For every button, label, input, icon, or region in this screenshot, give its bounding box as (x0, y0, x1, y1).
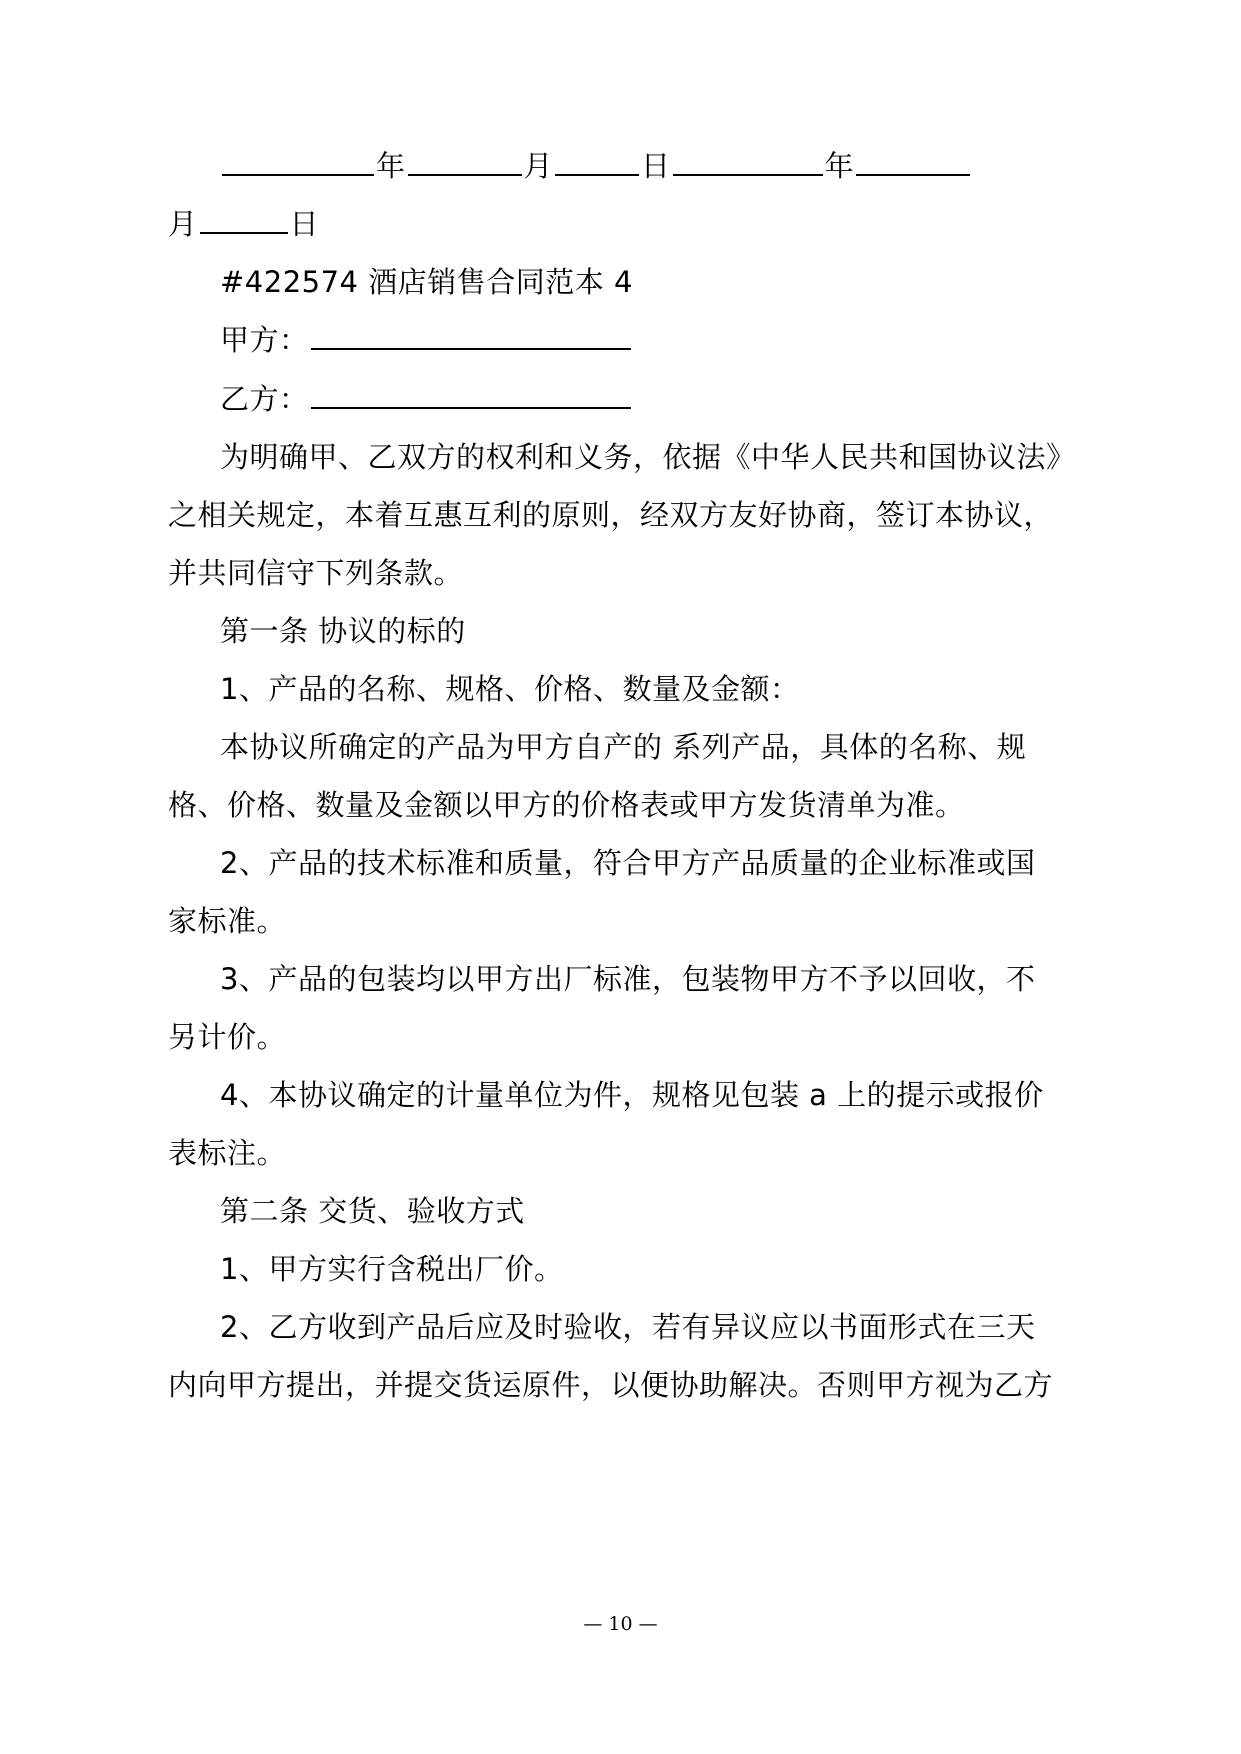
intro-line-1: 为明确甲、乙双方的权利和义务，依据《中华人民共和国协议法》 (220, 440, 1076, 474)
article-1-item-2-line-1: 2、产品的技术标准和质量，符合甲方产品质量的企业标准或国 (220, 846, 1036, 880)
intro-line-2: 之相关规定，本着互惠互利的原则，经双方友好协商，签订本协议， (168, 498, 1054, 532)
document-title: #422574 酒店销售合同范本 4 (220, 265, 633, 299)
day-label: 日 (641, 149, 671, 183)
article-2-item-2-line-2: 内向甲方提出，并提交货运原件，以便协助解决。否则甲方视为乙方 (168, 1368, 1054, 1402)
article-1-item-1-body-1: 本协议所确定的产品为甲方自产的 系列产品，具体的名称、规 (220, 730, 1027, 764)
party-b-blank (311, 379, 631, 409)
article-1-item-3-line-1: 3、产品的包装均以甲方出厂标准，包装物甲方不予以回收，不 (220, 962, 1036, 996)
intro-line-3: 并共同信守下列条款。 (168, 556, 464, 590)
year-label: 年 (824, 149, 855, 183)
article-2-title: 第二条 交货、验收方式 (220, 1194, 525, 1228)
blank-underline (673, 146, 823, 176)
blank-underline (555, 146, 639, 176)
day-label: 日 (289, 207, 320, 241)
party-b-line (220, 379, 633, 419)
article-2-item-1: 1、甲方实行含税出厂价。 (220, 1252, 564, 1286)
blank-underline (856, 146, 970, 176)
article-1-item-2-line-2: 家标准。 (168, 904, 287, 938)
party-b-label: 乙方： (220, 382, 309, 416)
party-a-blank (311, 320, 631, 350)
article-1-item-4-line-1: 4、本协议确定的计量单位为件，规格见包装 a 上的提示或报价 (220, 1078, 1044, 1112)
article-1-title: 第一条 协议的标的 (220, 614, 466, 648)
article-1-item-4-line-2: 表标注。 (168, 1136, 287, 1170)
article-1-item-1-body-2: 格、价格、数量及金额以甲方的价格表或甲方发货清单为准。 (168, 788, 965, 822)
blank-underline (200, 204, 288, 234)
date-line-2 (168, 204, 319, 244)
article-1-item-3-line-2: 另计价。 (168, 1020, 287, 1054)
year-label: 年 (376, 149, 406, 183)
date-line-1 (220, 146, 972, 186)
blank-underline (408, 146, 522, 176)
party-a-label: 甲方： (220, 323, 309, 357)
article-1-item-1: 1、产品的名称、规格、价格、数量及金额： (220, 672, 800, 706)
month-label: 月 (523, 149, 554, 183)
party-a-line (220, 320, 633, 360)
article-2-item-2-line-1: 2、乙方收到产品后应及时验收，若有异议应以书面形式在三天 (220, 1310, 1036, 1344)
page-number: — 10 — (583, 1613, 658, 1635)
blank-underline (222, 146, 374, 176)
month-label: 月 (168, 207, 198, 241)
